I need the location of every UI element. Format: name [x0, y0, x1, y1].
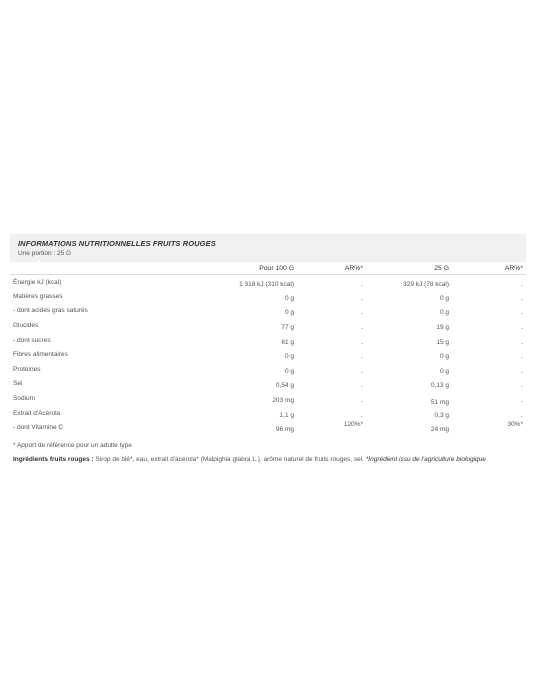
value-per-100g: 0,54 g	[275, 382, 294, 390]
row-label: Fibres alimentaires	[13, 351, 68, 359]
value-per-25g: 0 g	[439, 294, 449, 302]
organic-note: *Ingrédient issu de l'agriculture biologique	[365, 456, 486, 464]
ar-per-100g: -	[360, 412, 363, 420]
table-row	[10, 304, 526, 319]
ingredients-label: Ingrédients fruits rouges :	[13, 456, 94, 464]
ar-per-25g: 30%*	[507, 421, 523, 429]
table-row	[10, 333, 526, 348]
ar-per-100g: -	[360, 383, 363, 391]
value-per-25g: 0,13 g	[430, 382, 449, 390]
value-per-25g: 0 g	[439, 353, 449, 361]
ar-per-25g: -	[520, 325, 523, 333]
value-per-25g: 51 mg	[430, 399, 449, 407]
ar-per-100g: 120%*	[343, 421, 363, 429]
ar-per-25g: -	[520, 310, 523, 318]
value-per-25g: 0,3 g	[434, 411, 449, 419]
table-header-row	[10, 262, 526, 275]
ar-per-25g: -	[520, 398, 523, 406]
ar-per-100g: -	[360, 281, 363, 289]
table-row	[10, 318, 526, 333]
table-row	[10, 391, 526, 406]
value-per-100g: 203 mg	[272, 397, 294, 405]
value-per-100g: 1 318 kJ (310 kcal)	[239, 280, 294, 288]
value-per-25g: 329 kJ (78 kcal)	[403, 280, 449, 288]
header-ar-25g: AR%*	[453, 262, 526, 275]
ar-per-25g: -	[520, 383, 523, 391]
value-per-100g: 0 g	[284, 294, 294, 302]
value-per-100g: 0 g	[284, 309, 294, 317]
ar-per-100g: -	[360, 339, 363, 347]
value-per-100g: 0 g	[284, 353, 294, 361]
ingredients-text: Sirop de blé*, eau, extrait d'acérola* (Malpighia glabra L.), arôme naturel de fruits rouges, sel.	[93, 456, 366, 464]
header-label	[10, 262, 238, 275]
ar-per-25g: -	[520, 354, 523, 362]
value-per-100g: 77 g	[281, 324, 294, 332]
ar-per-25g: -	[520, 281, 523, 289]
row-label: Sodium	[10, 391, 238, 406]
ar-per-25g: -	[520, 339, 523, 347]
ar-per-100g: -	[360, 398, 363, 406]
ar-per-100g: -	[360, 310, 363, 318]
ar-per-25g: -	[520, 295, 523, 303]
header-per-100g: Pour 100 G	[238, 262, 298, 275]
nutrition-table	[10, 262, 526, 435]
value-per-25g: 0 g	[439, 367, 449, 375]
ingredients	[13, 456, 526, 463]
row-label: - dont acides gras saturés	[10, 304, 238, 319]
table-row	[10, 377, 526, 392]
row-label: - dont sucres	[10, 333, 238, 348]
row-label: - dont Vitamine C	[10, 420, 238, 435]
table-row	[10, 406, 526, 421]
ar-per-25g: -	[520, 368, 523, 376]
table-row	[10, 289, 526, 304]
value-per-100g: 96 mg	[275, 426, 294, 434]
footnote: * Apport de référence pour un adulte type	[13, 442, 132, 450]
table-row	[10, 420, 526, 435]
ar-per-100g: -	[360, 368, 363, 376]
value-per-25g: 19 g	[436, 324, 449, 332]
ar-per-100g: -	[360, 295, 363, 303]
ar-per-100g: -	[360, 325, 363, 333]
row-label: Protéines	[10, 362, 238, 377]
row-label: Sel	[13, 380, 23, 388]
header-ar-100g: AR%*	[298, 262, 366, 275]
nutrition-title: INFORMATIONS NUTRITIONNELLES FRUITS ROUGES	[18, 239, 216, 248]
row-label: Glucides	[13, 322, 39, 330]
value-per-25g: 0 g	[439, 309, 449, 317]
value-per-100g: 1,1 g	[279, 411, 294, 419]
row-label: Extrait d'Acérola	[13, 409, 61, 417]
table-row	[10, 275, 526, 290]
row-label: Énergie kJ (kcal)	[10, 275, 238, 290]
value-per-100g: 61 g	[281, 338, 294, 346]
portion-size: Une portion : 25 G	[18, 250, 72, 257]
table-row	[10, 362, 526, 377]
row-label: Matières grasses	[13, 292, 63, 300]
header-per-25g: 25 G	[366, 262, 453, 275]
value-per-100g: 0 g	[284, 367, 294, 375]
ar-per-25g: -	[520, 412, 523, 420]
nutrition-header	[10, 234, 526, 262]
value-per-25g: 24 mg	[430, 426, 449, 434]
value-per-25g: 15 g	[436, 338, 449, 346]
nutrition-panel	[10, 234, 526, 462]
ar-per-100g: -	[360, 354, 363, 362]
table-row	[10, 347, 526, 362]
